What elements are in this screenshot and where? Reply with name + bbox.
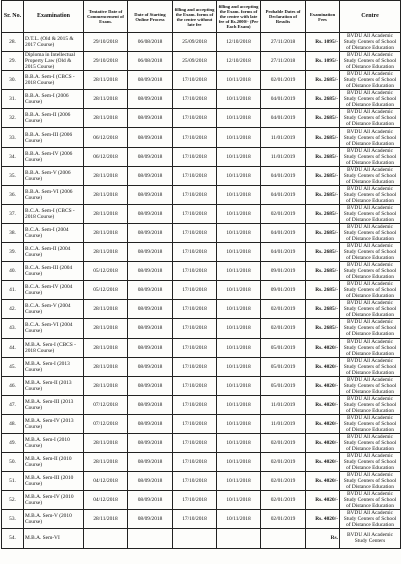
table-row (2, 395, 401, 414)
exam-fee-cell: Rs. 2685/- (306, 147, 340, 166)
result-date-cell: 04/01/2019 (261, 109, 306, 128)
start-date-cell: 08/09/2018 (128, 262, 173, 281)
table-row (2, 223, 401, 242)
examination-cell: D.T.L. (Old & 2015 & 2017 Course) (24, 33, 84, 52)
examination-cell: B.C.A. Sem-IV (2004 Course) (24, 281, 84, 300)
sr-no-cell: 48. (2, 414, 24, 433)
centre-cell: BVDU All Academic Study Centers of School of Distance Education (340, 319, 401, 338)
exam-fee-cell: Rs. 1095/- (306, 52, 340, 71)
filling-with-late-fee-cell: 10/11/2018 (217, 147, 261, 166)
header-examination: Examination (24, 1, 84, 33)
filling-without-late-fee-cell: 17/10/2018 (173, 204, 217, 223)
table-row (2, 281, 401, 300)
result-date-cell: 11/01/2019 (261, 395, 306, 414)
exam-fee-cell: Rs. 2685/- (306, 223, 340, 242)
result-date-cell: 02/01/2019 (261, 453, 306, 472)
filling-with-late-fee-cell: 10/11/2018 (217, 319, 261, 338)
centre-cell: BVDU All Academic Study Centers of School of Distance Education (340, 71, 401, 90)
table-row (2, 109, 401, 128)
tentative-date-cell: 28/11/2018 (84, 453, 128, 472)
result-date-cell: 02/01/2019 (261, 319, 306, 338)
exam-fee-cell: Rs. 2685/- (306, 262, 340, 281)
table-row (2, 52, 401, 71)
exam-fee-cell: Rs. 2685/- (306, 300, 340, 319)
tentative-date-cell: 04/12/2018 (84, 491, 128, 510)
result-date-cell: 27/11/2018 (261, 52, 306, 71)
filling-without-late-fee-cell: 17/10/2018 (173, 510, 217, 529)
examination-cell: M.B.A. Sem-III (2013 Course) (24, 395, 84, 414)
exam-fee-cell: Rs. 2685/- (306, 166, 340, 185)
filling-with-late-fee-cell: 10/11/2018 (217, 185, 261, 204)
filling-with-late-fee-cell: 10/11/2018 (217, 128, 261, 147)
result-date-cell: 09/01/2019 (261, 281, 306, 300)
tentative-date-cell: 04/12/2018 (84, 472, 128, 491)
sr-no-cell: 45. (2, 357, 24, 376)
examination-cell: B.C.A. Sem-III (2004 Course) (24, 262, 84, 281)
start-date-cell: 08/09/2018 (128, 433, 173, 452)
centre-cell: BVDU All Academic Study Centers of School of Distance Education (340, 300, 401, 319)
result-date-cell: 05/01/2019 (261, 357, 306, 376)
centre-cell: BVDU All Academic Study Centers of School of Distance Education (340, 376, 401, 395)
result-date-cell: 04/01/2019 (261, 243, 306, 262)
table-body (2, 33, 401, 549)
tentative-date-cell: 05/12/2018 (84, 281, 128, 300)
filling-without-late-fee-cell: 17/10/2018 (173, 109, 217, 128)
table-row (2, 204, 401, 223)
filling-with-late-fee-cell: 12/10/2018 (217, 52, 261, 71)
sr-no-cell: 51. (2, 472, 24, 491)
start-date-cell: 08/09/2018 (128, 185, 173, 204)
sr-no-cell: 53. (2, 510, 24, 529)
result-date-cell: 04/01/2019 (261, 185, 306, 204)
tentative-date-cell: 28/11/2018 (84, 204, 128, 223)
start-date-cell: 08/09/2018 (128, 453, 173, 472)
sr-no-cell: 29. (2, 52, 24, 71)
start-date-cell: 08/09/2018 (128, 414, 173, 433)
result-date-cell: 02/01/2019 (261, 491, 306, 510)
examination-cell: B.B.A. Sem-IV (2006 Course) (24, 147, 84, 166)
exam-fee-cell: Rs. 4020/- (306, 472, 340, 491)
result-date-cell: 04/01/2019 (261, 90, 306, 109)
tentative-date-cell: 06/12/2018 (84, 128, 128, 147)
exam-fee-cell: Rs. 4020/- (306, 414, 340, 433)
filling-without-late-fee-cell: 17/10/2018 (173, 185, 217, 204)
start-date-cell: 08/09/2018 (128, 166, 173, 185)
table-row (2, 376, 401, 395)
examination-cell: M.B.A. Sem-IV (2010 Course) (24, 491, 84, 510)
sr-no-cell: 43. (2, 319, 24, 338)
centre-cell: BVDU All Academic Study Centers of School of Distance Education (340, 90, 401, 109)
centre-cell: BVDU All Academic Study Centers of School of Distance Education (340, 109, 401, 128)
start-date-cell: 08/09/2018 (128, 109, 173, 128)
examination-cell: B.B.A. Sem-III (2006 Course) (24, 128, 84, 147)
table-row (2, 166, 401, 185)
examination-cell: Diploma in Intellectual Property Law (Old & 2015 Course) (24, 52, 84, 71)
filling-without-late-fee-cell: 17/10/2018 (173, 90, 217, 109)
result-date-cell: 11/01/2019 (261, 128, 306, 147)
table-row (2, 453, 401, 472)
filling-without-late-fee-cell: 17/10/2018 (173, 223, 217, 242)
table-row (2, 491, 401, 510)
examination-cell: B.B.A. Sem-I (2006 Course) (24, 90, 84, 109)
tentative-date-cell: 28/11/2018 (84, 223, 128, 242)
header-start-date: Date of Starting Online Process (128, 1, 173, 33)
tentative-date-cell: 29/10/2018 (84, 52, 128, 71)
sr-no-cell: 54. (2, 529, 24, 548)
start-date-cell: 08/09/2018 (128, 395, 173, 414)
examination-cell: M.B.A. Sem-I (2013 Course) (24, 357, 84, 376)
filling-without-late-fee-cell: 17/10/2018 (173, 338, 217, 357)
table-row (2, 300, 401, 319)
table-row (2, 243, 401, 262)
sr-no-cell: 38. (2, 223, 24, 242)
table-header-row (2, 1, 401, 33)
tentative-date-cell: 05/12/2018 (84, 262, 128, 281)
sr-no-cell: 49. (2, 433, 24, 452)
filling-without-late-fee-cell: 17/10/2018 (173, 71, 217, 90)
exam-fee-cell: Rs. 2685/- (306, 281, 340, 300)
tentative-date-cell: 28/11/2018 (84, 376, 128, 395)
result-date-cell: 04/01/2019 (261, 166, 306, 185)
exam-fee-cell: Rs. 2685/- (306, 128, 340, 147)
table-row (2, 319, 401, 338)
filling-without-late-fee-cell: 17/10/2018 (173, 357, 217, 376)
header-filling-with-late-fee: filling and accepting the Exam. forms of the centre with late fee of Rs.2000/- (Per Each Exam) (217, 1, 261, 33)
examination-cell: B.B.A. Sem-I (CBCS - 2018 Course) (24, 71, 84, 90)
result-date-cell: 27/11/2018 (261, 33, 306, 52)
exam-fee-cell: Rs. 2685/- (306, 71, 340, 90)
sr-no-cell: 35. (2, 166, 24, 185)
filling-without-late-fee-cell: 17/10/2018 (173, 166, 217, 185)
centre-cell: BVDU All Academic Study Centers of School of Distance Education (340, 243, 401, 262)
table-row (2, 338, 401, 357)
table-row (2, 147, 401, 166)
filling-with-late-fee-cell: 10/11/2018 (217, 90, 261, 109)
exam-fee-cell: Rs. 2685/- (306, 185, 340, 204)
tentative-date-cell: 28/11/2018 (84, 243, 128, 262)
start-date-cell: 08/09/2018 (128, 338, 173, 357)
examination-cell: B.B.A. Sem-VI (2006 Course) (24, 185, 84, 204)
exam-fee-cell: Rs. 1095/- (306, 33, 340, 52)
table-row (2, 262, 401, 281)
filling-with-late-fee-cell: 10/11/2018 (217, 166, 261, 185)
filling-without-late-fee-cell: 17/10/2018 (173, 414, 217, 433)
result-date-cell: 09/01/2019 (261, 262, 306, 281)
exam-fee-cell: Rs. 2685/- (306, 204, 340, 223)
sr-no-cell: 31. (2, 90, 24, 109)
centre-cell: BVDU All Academic Study Centers of School of Distance Education (340, 357, 401, 376)
result-date-cell: 11/01/2019 (261, 147, 306, 166)
filling-without-late-fee-cell: 17/10/2018 (173, 472, 217, 491)
tentative-date-cell: 28/11/2018 (84, 357, 128, 376)
exam-fee-cell: Rs. 4020/- (306, 338, 340, 357)
table-row (2, 128, 401, 147)
filling-with-late-fee-cell: 10/11/2018 (217, 433, 261, 452)
filling-without-late-fee-cell: 17/10/2018 (173, 147, 217, 166)
filling-with-late-fee-cell: 10/11/2018 (217, 71, 261, 90)
sr-no-cell: 52. (2, 491, 24, 510)
start-date-cell: 08/09/2018 (128, 281, 173, 300)
table-row (2, 185, 401, 204)
exam-schedule-table (1, 0, 401, 549)
sr-no-cell: 32. (2, 109, 24, 128)
header-tentative-date: Tentative Date of Commencement of Exam. (84, 1, 128, 33)
sr-no-cell: 47. (2, 395, 24, 414)
exam-fee-cell: Rs. 2685/- (306, 109, 340, 128)
examination-cell: B.C.A. Sem-I (2004 Course) (24, 223, 84, 242)
filling-with-late-fee-cell: 10/11/2018 (217, 414, 261, 433)
filling-without-late-fee-cell: 17/10/2018 (173, 128, 217, 147)
centre-cell: BVDU All Academic Study Centers of School of Distance Education (340, 185, 401, 204)
exam-fee-cell: Rs. 4020/- (306, 395, 340, 414)
filling-without-late-fee-cell: 17/10/2018 (173, 395, 217, 414)
examination-cell: B.C.A. Sem-VI (2004 Course) (24, 319, 84, 338)
filling-with-late-fee-cell: 10/11/2018 (217, 243, 261, 262)
table-row (2, 510, 401, 529)
start-date-cell: 08/09/2018 (128, 223, 173, 242)
exam-fee-cell: Rs. (306, 529, 340, 548)
examination-cell: M.B.A. Sem-II (2010 Course) (24, 453, 84, 472)
header-result-date: Probable Dates of Declaration of Results (261, 1, 306, 33)
start-date-cell: 08/09/2018 (128, 71, 173, 90)
filling-with-late-fee-cell: 10/11/2018 (217, 510, 261, 529)
centre-cell: BVDU All Academic Study Centers of School of Distance Education (340, 338, 401, 357)
filling-without-late-fee-cell: 17/10/2018 (173, 281, 217, 300)
centre-cell: BVDU All Academic Study Centers of School of Distance Education (340, 166, 401, 185)
tentative-date-cell: 06/12/2018 (84, 147, 128, 166)
filling-with-late-fee-cell: 10/11/2018 (217, 357, 261, 376)
centre-cell: BVDU All Academic Study Centers of School of Distance Education (340, 223, 401, 242)
filling-with-late-fee-cell: 10/11/2018 (217, 281, 261, 300)
examination-cell: B.C.A. Sem-I (CBCS - 2018 Course) (24, 204, 84, 223)
centre-cell: BVDU All Academic Study Centers of School of Distance Education (340, 52, 401, 71)
tentative-date-cell: 28/11/2018 (84, 71, 128, 90)
filling-without-late-fee-cell: 17/10/2018 (173, 491, 217, 510)
start-date-cell (128, 529, 173, 548)
sr-no-cell: 40. (2, 262, 24, 281)
filling-with-late-fee-cell: 10/11/2018 (217, 109, 261, 128)
tentative-date-cell: 07/12/2018 (84, 414, 128, 433)
exam-fee-cell: Rs. 2685/- (306, 319, 340, 338)
start-date-cell: 08/09/2018 (128, 243, 173, 262)
start-date-cell: 06/08/2018 (128, 33, 173, 52)
result-date-cell: 05/01/2019 (261, 338, 306, 357)
filling-with-late-fee-cell: 10/11/2018 (217, 223, 261, 242)
result-date-cell: 02/01/2019 (261, 300, 306, 319)
start-date-cell: 06/08/2018 (128, 52, 173, 71)
sr-no-cell: 39. (2, 243, 24, 262)
sr-no-cell: 28. (2, 33, 24, 52)
centre-cell: BVDU All Academic Study Centers of School of Distance Education (340, 128, 401, 147)
centre-cell: BVDU All Academic Study Centers of School of Distance Education (340, 491, 401, 510)
filling-with-late-fee-cell: 10/11/2018 (217, 262, 261, 281)
table-row (2, 414, 401, 433)
sr-no-cell: 46. (2, 376, 24, 395)
examination-cell: B.B.A. Sem-V (2006 Course) (24, 166, 84, 185)
centre-cell: BVDU All Academic Study Centers of School of Distance Education (340, 510, 401, 529)
start-date-cell: 08/09/2018 (128, 472, 173, 491)
header-filling-without-late-fee: filling and accepting the Exam. forms of the centre without late fee (173, 1, 217, 33)
centre-cell: BVDU All Academic Study Centers of School of Distance Education (340, 262, 401, 281)
filling-with-late-fee-cell: 10/11/2018 (217, 338, 261, 357)
filling-with-late-fee-cell: 10/11/2018 (217, 300, 261, 319)
tentative-date-cell: 28/11/2018 (84, 300, 128, 319)
centre-cell: BVDU All Academic Study Centers of School of Distance Education (340, 281, 401, 300)
exam-fee-cell: Rs. 4020/- (306, 510, 340, 529)
filling-with-late-fee-cell (217, 529, 261, 548)
tentative-date-cell: 28/11/2018 (84, 433, 128, 452)
header-centre: Centre (340, 1, 401, 33)
filling-without-late-fee-cell: 25/09/2018 (173, 33, 217, 52)
result-date-cell (261, 529, 306, 548)
centre-cell: BVDU All Academic Study Centers of School of Distance Education (340, 204, 401, 223)
filling-without-late-fee-cell: 25/09/2018 (173, 52, 217, 71)
table-row (2, 529, 401, 548)
start-date-cell: 08/09/2018 (128, 319, 173, 338)
filling-with-late-fee-cell: 10/11/2018 (217, 395, 261, 414)
result-date-cell: 05/01/2019 (261, 376, 306, 395)
examination-cell: M.B.A. Sem-IV (2013 Course) (24, 414, 84, 433)
start-date-cell: 08/09/2018 (128, 300, 173, 319)
examination-cell: M.B.A. Sem-III (2010 Course) (24, 472, 84, 491)
header-exam-fees: Examination Fees (306, 1, 340, 33)
examination-cell: B.B.A. Sem-II (2006 Course) (24, 109, 84, 128)
tentative-date-cell (84, 529, 128, 548)
tentative-date-cell: 28/11/2018 (84, 319, 128, 338)
exam-fee-cell: Rs. 2685/- (306, 90, 340, 109)
centre-cell: BVDU All Academic Study Centers of School of Distance Education (340, 453, 401, 472)
tentative-date-cell: 29/10/2018 (84, 33, 128, 52)
sr-no-cell: 37. (2, 204, 24, 223)
sr-no-cell: 44. (2, 338, 24, 357)
result-date-cell: 02/01/2019 (261, 510, 306, 529)
tentative-date-cell: 07/12/2018 (84, 395, 128, 414)
start-date-cell: 08/09/2018 (128, 128, 173, 147)
tentative-date-cell: 28/11/2018 (84, 166, 128, 185)
examination-cell: M.B.A. Sem-I (CBCS - 2018 Course) (24, 338, 84, 357)
sr-no-cell: 36. (2, 185, 24, 204)
start-date-cell: 08/09/2018 (128, 376, 173, 395)
result-date-cell: 02/01/2019 (261, 433, 306, 452)
filling-with-late-fee-cell: 10/11/2018 (217, 472, 261, 491)
table-row (2, 433, 401, 452)
filling-without-late-fee-cell: 17/10/2018 (173, 243, 217, 262)
start-date-cell: 08/09/2018 (128, 357, 173, 376)
sr-no-cell: 30. (2, 71, 24, 90)
filling-without-late-fee-cell: 17/10/2018 (173, 433, 217, 452)
examination-cell: M.B.A. Sem-II (2013 Course) (24, 376, 84, 395)
centre-cell: BVDU All Academic Study Centers (340, 529, 401, 548)
tentative-date-cell: 28/11/2018 (84, 109, 128, 128)
examination-cell: M.B.A. Sem-V (2010 Course) (24, 510, 84, 529)
exam-fee-cell: Rs. 4020/- (306, 357, 340, 376)
examination-cell: M.B.A. Sem-I (2010 Course) (24, 433, 84, 452)
result-date-cell: 04/01/2019 (261, 223, 306, 242)
exam-fee-cell: Rs. 4020/- (306, 453, 340, 472)
sr-no-cell: 50. (2, 453, 24, 472)
centre-cell: BVDU All Academic Study Centers of School of Distance Education (340, 33, 401, 52)
table-row (2, 71, 401, 90)
sr-no-cell: 34. (2, 147, 24, 166)
centre-cell: BVDU All Academic Study Centers of School of Distance Education (340, 433, 401, 452)
exam-fee-cell: Rs. 4020/- (306, 433, 340, 452)
table-row (2, 90, 401, 109)
tentative-date-cell: 28/11/2018 (84, 510, 128, 529)
filling-without-late-fee-cell: 17/10/2018 (173, 262, 217, 281)
result-date-cell: 02/01/2019 (261, 204, 306, 223)
table-row (2, 33, 401, 52)
filling-with-late-fee-cell: 10/11/2018 (217, 491, 261, 510)
tentative-date-cell: 28/11/2018 (84, 185, 128, 204)
exam-fee-cell: Rs. 4020/- (306, 376, 340, 395)
centre-cell: BVDU All Academic Study Centers of School of Distance Education (340, 414, 401, 433)
result-date-cell: 02/01/2019 (261, 472, 306, 491)
sr-no-cell: 42. (2, 300, 24, 319)
start-date-cell: 08/09/2018 (128, 491, 173, 510)
tentative-date-cell: 28/11/2018 (84, 90, 128, 109)
filling-without-late-fee-cell: 17/10/2018 (173, 376, 217, 395)
filling-without-late-fee-cell: 17/10/2018 (173, 319, 217, 338)
start-date-cell: 08/09/2018 (128, 510, 173, 529)
examination-cell: B.C.A. Sem-V (2004 Course) (24, 300, 84, 319)
filling-without-late-fee-cell (173, 529, 217, 548)
filling-with-late-fee-cell: 10/11/2018 (217, 453, 261, 472)
filling-with-late-fee-cell: 10/11/2018 (217, 204, 261, 223)
centre-cell: BVDU All Academic Study Centers of School of Distance Education (340, 472, 401, 491)
filling-without-late-fee-cell: 17/10/2018 (173, 453, 217, 472)
filling-with-late-fee-cell: 10/11/2018 (217, 376, 261, 395)
exam-fee-cell: Rs. 2685/- (306, 243, 340, 262)
tentative-date-cell: 28/11/2018 (84, 338, 128, 357)
filling-with-late-fee-cell: 12/10/2018 (217, 33, 261, 52)
examination-cell: M.B.A. Sem-VI (24, 529, 84, 548)
sr-no-cell: 41. (2, 281, 24, 300)
result-date-cell: 02/01/2019 (261, 71, 306, 90)
centre-cell: BVDU All Academic Study Centers of School of Distance Education (340, 147, 401, 166)
filling-without-late-fee-cell: 17/10/2018 (173, 300, 217, 319)
examination-cell: B.C.A. Sem-II (2004 Course) (24, 243, 84, 262)
start-date-cell: 08/09/2018 (128, 204, 173, 223)
table-row (2, 357, 401, 376)
start-date-cell: 08/09/2018 (128, 147, 173, 166)
centre-cell: BVDU All Academic Study Centers of School of Distance Education (340, 395, 401, 414)
result-date-cell: 11/01/2019 (261, 414, 306, 433)
exam-fee-cell: Rs. 4020/- (306, 491, 340, 510)
table-row (2, 472, 401, 491)
start-date-cell: 08/09/2018 (128, 90, 173, 109)
sr-no-cell: 33. (2, 128, 24, 147)
header-sr-no: Sr. No. (2, 1, 24, 33)
